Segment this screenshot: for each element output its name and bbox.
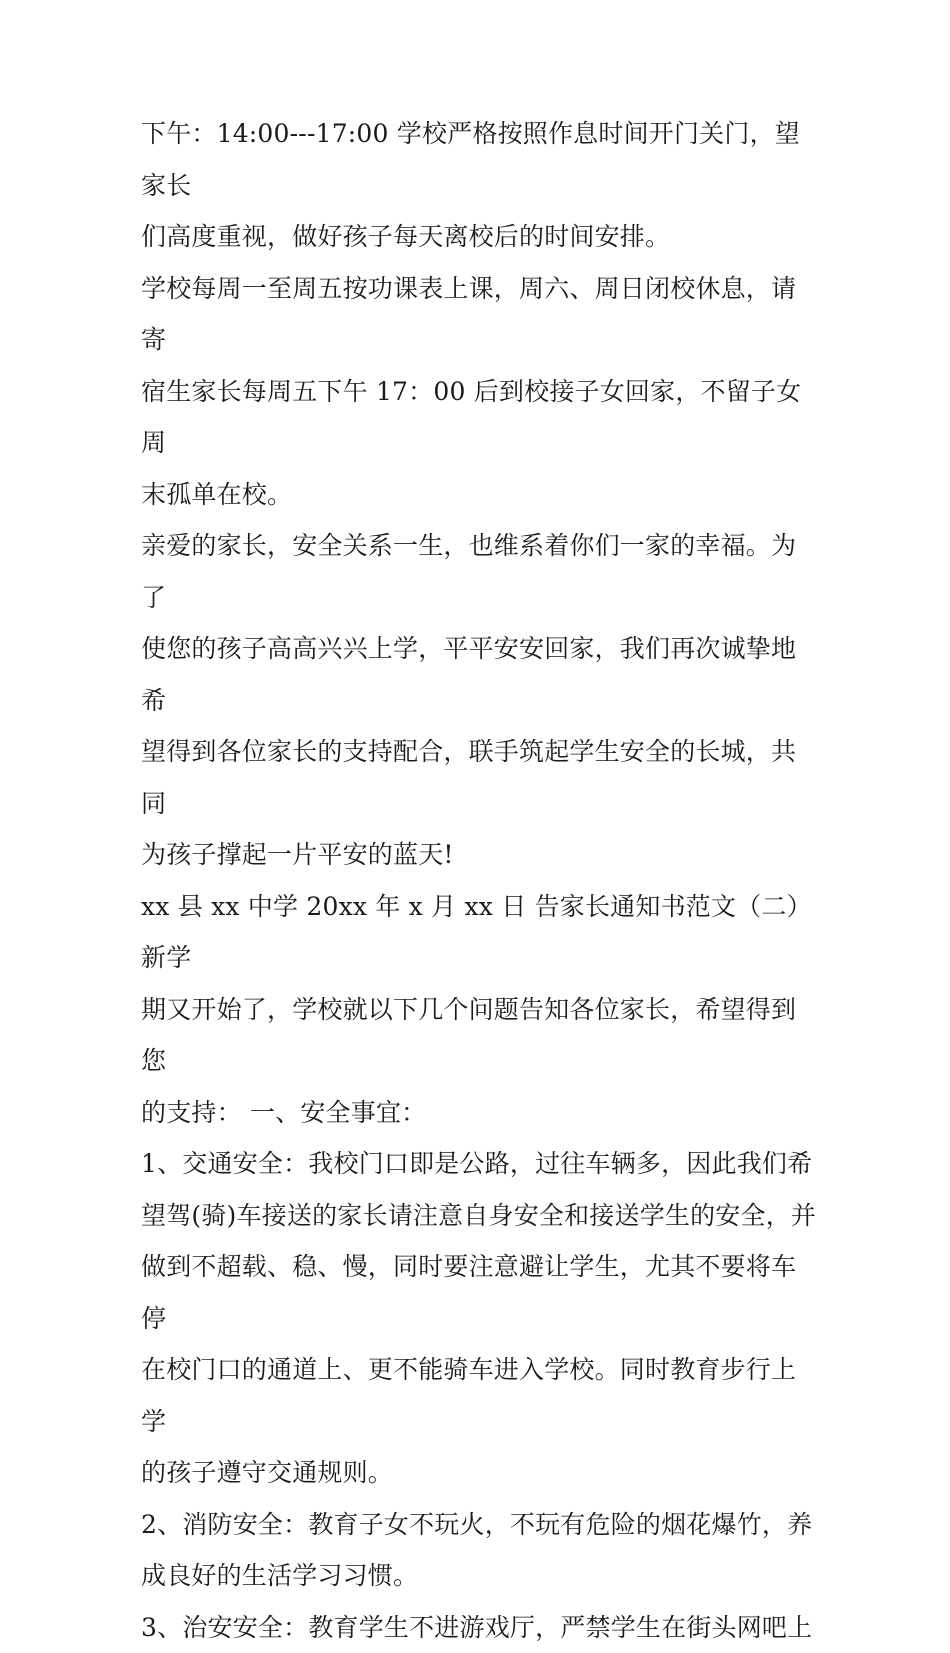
text-line: 1、交通安全：我校门口即是公路，过往车辆多，因此我们希 [141, 1149, 812, 1178]
text-line: 3、治安安全：教育学生不进游戏厅，严禁学生在街头网吧上 [141, 1613, 812, 1642]
text-line: 望驾(骑)车接送的家长请注意自身安全和接送学生的安全，并 [141, 1201, 816, 1230]
paragraph-public-security [141, 1602, 821, 1653]
text-line: 下午：14:00---17:00 学校严格按照作息时间开门关门，望家长 [141, 119, 800, 200]
text-line: 望得到各位家长的支持配合，联手筑起学生安全的长城，共同 [141, 737, 796, 818]
text-line: 2、消防安全：教育子女不玩火，不玩有危险的烟花爆竹，养 [141, 1510, 812, 1539]
text-line: 期又开始了，学校就以下几个问题告知各位家长，希望得到您 [141, 995, 796, 1076]
text-line: xx 县 xx 中学 20xx 年 x 月 xx 日 告家长通知书范文（二） 新学 [141, 892, 820, 973]
paragraph-safety-appeal [141, 520, 821, 881]
paragraph-notice-two-intro [141, 881, 821, 1139]
text-line: 亲爱的家长，安全关系一生，也维系着你们一家的幸福。为了 [141, 531, 796, 612]
paragraph-weekly-classes [141, 263, 821, 521]
text-line: 的孩子遵守交通规则。 [141, 1458, 393, 1487]
text-line: 为孩子撑起一片平安的蓝天! [141, 840, 454, 869]
text-line: 做到不超载、稳、慢，同时要注意避让学生，尤其不要将车停 [141, 1252, 796, 1333]
text-line: 末孤单在校。 [141, 480, 292, 509]
text-line: 使您的孩子高高兴兴上学，平平安安回家，我们再次诚挚地希 [141, 634, 796, 715]
text-line: 宿生家长每周五下午 17：00 后到校接子女回家，不留子女周 [141, 377, 801, 458]
text-line: 们高度重视，做好孩子每天离校后的时间安排。 [141, 222, 670, 251]
text-line: 的支持： 一、安全事宜： [141, 1098, 426, 1127]
text-line: 学校每周一至周五按功课表上课，周六、周日闭校休息，请寄 [141, 274, 796, 355]
text-line: 成良好的生活学习习惯。 [141, 1561, 418, 1590]
document-body [141, 108, 821, 1653]
text-line: 在校门口的通道上、更不能骑车进入学校。同时教育步行上学 [141, 1355, 796, 1436]
paragraph-fire-safety [141, 1499, 821, 1602]
paragraph-traffic-safety [141, 1138, 821, 1499]
paragraph-schedule [141, 108, 821, 263]
